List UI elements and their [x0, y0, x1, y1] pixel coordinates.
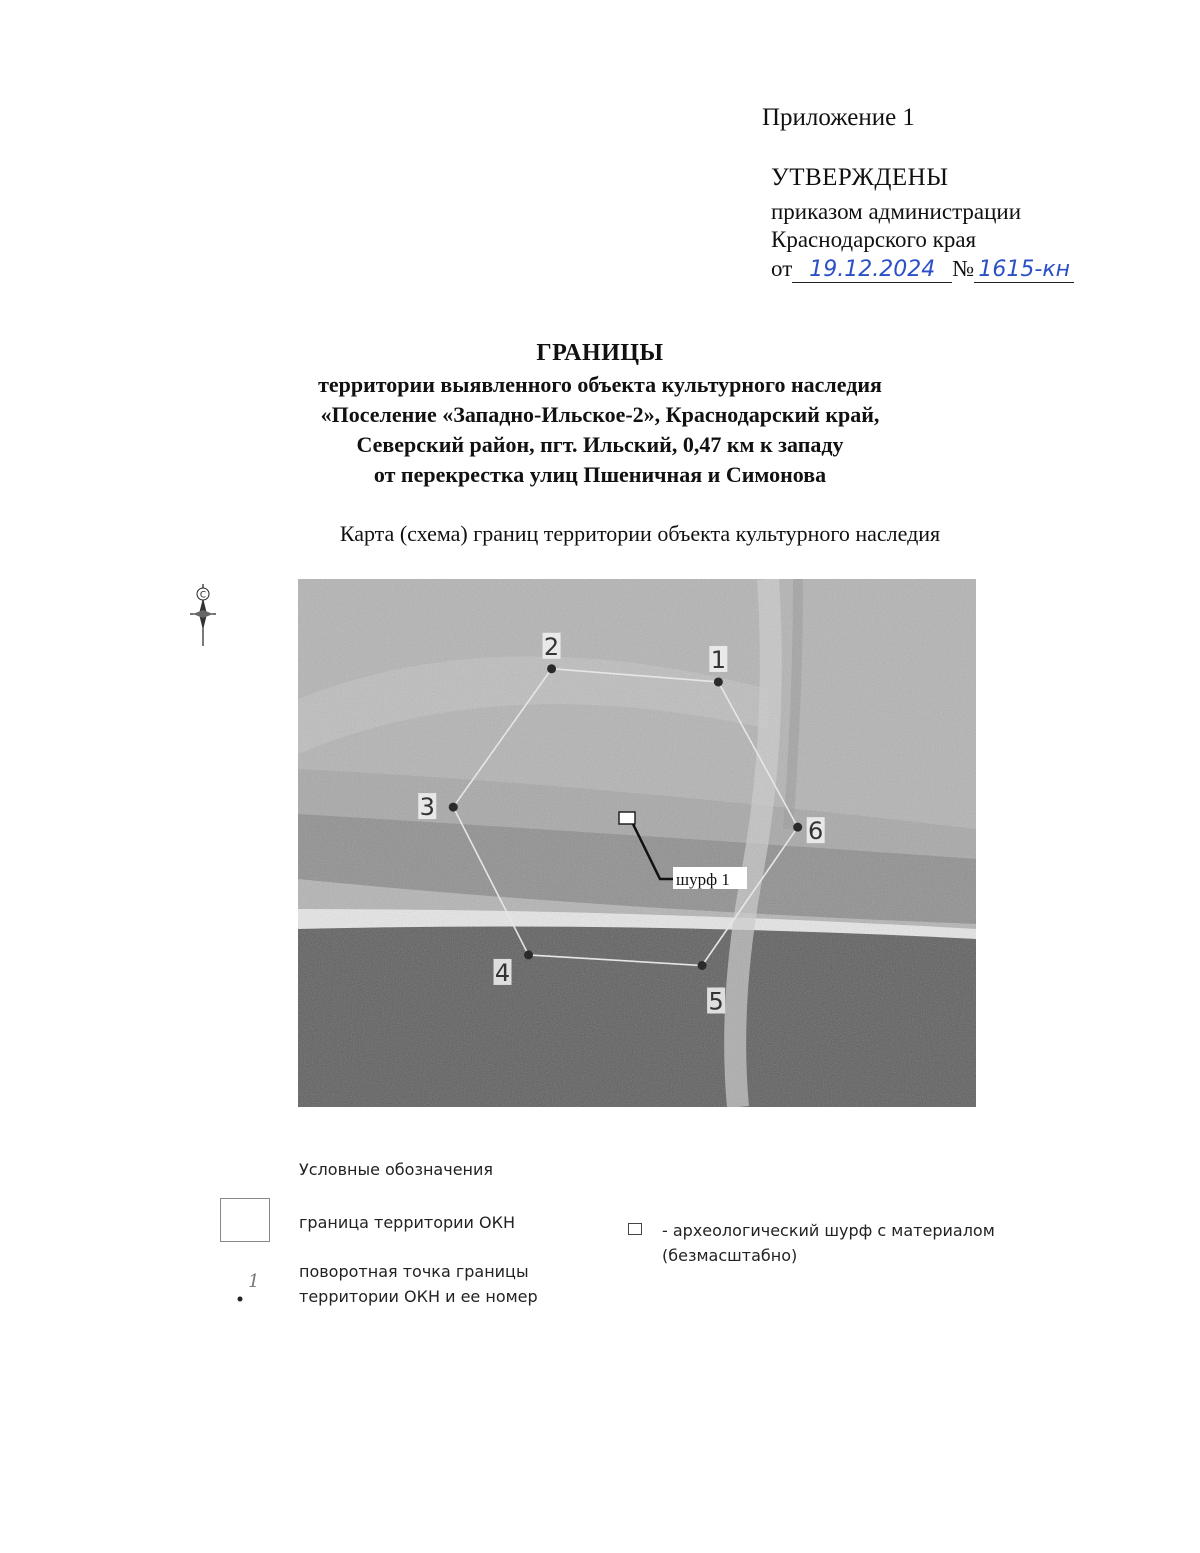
document-title: ГРАНИЦЫ: [536, 340, 664, 366]
turn-point-label: 2: [543, 632, 560, 661]
legend-pit-icon: [628, 1223, 642, 1235]
legend-boundary-text: граница территории ОКН: [299, 1213, 516, 1232]
turn-point-marker: [793, 823, 802, 832]
archaeological-pit-marker: [619, 812, 635, 824]
turn-point-label: 4: [494, 958, 511, 987]
legend-turn-point-sample: 1: [248, 1271, 260, 1292]
turn-point-marker: [714, 677, 723, 686]
legend-pit-text: - археологический шурф с материалом (безмасштабно): [662, 1221, 995, 1265]
from-label: от: [771, 256, 793, 281]
turn-point-marker: [698, 961, 707, 970]
number-label: №: [952, 256, 975, 281]
compass-letter: С: [199, 590, 207, 601]
approved-heading: УТВЕРЖДЕНЫ: [771, 164, 949, 191]
legend-title: Условные обозначения: [299, 1160, 494, 1179]
title-line-2: «Поселение «Западно-Ильское-2», Краснодарский край,: [320, 402, 880, 427]
turn-point-label: 5: [708, 987, 724, 1016]
handwritten-date: 19.12.2024: [792, 258, 952, 283]
turn-point-label: 1: [710, 645, 727, 674]
legend-turn-point-text: поворотная точка границы территории ОКН и ее номер: [299, 1262, 538, 1306]
title-line-3: Северский район, пгт. Ильский, 0,47 км к западу: [356, 432, 844, 457]
legend-turn-point-icon: [234, 1269, 264, 1309]
satellite-map: [298, 579, 976, 1107]
turn-point-marker: [524, 950, 533, 959]
title-line-1: территории выявленного объекта культурного наследия: [318, 372, 882, 397]
appendix-label: Приложение 1: [762, 104, 915, 131]
turn-point-marker: [449, 803, 458, 812]
turn-point-marker: [547, 664, 556, 673]
turn-point-label: 3: [419, 793, 435, 822]
date-number-line: [771, 256, 1074, 283]
north-arrow-icon: [188, 580, 218, 650]
title-line-4: от перекрестка улиц Пшеничная и Симонова: [373, 462, 827, 487]
legend-boundary-swatch: [220, 1198, 270, 1242]
pit-label: шурф 1: [676, 870, 730, 889]
handwritten-number: 1615-кн: [974, 258, 1074, 283]
turn-point-label: 6: [808, 817, 824, 846]
approved-region-line: Краснодарского края: [771, 227, 977, 252]
map-caption: Карта (схема) границ территории объекта культурного наследия: [339, 521, 941, 546]
approved-by-line: приказом администрации: [771, 199, 1022, 224]
